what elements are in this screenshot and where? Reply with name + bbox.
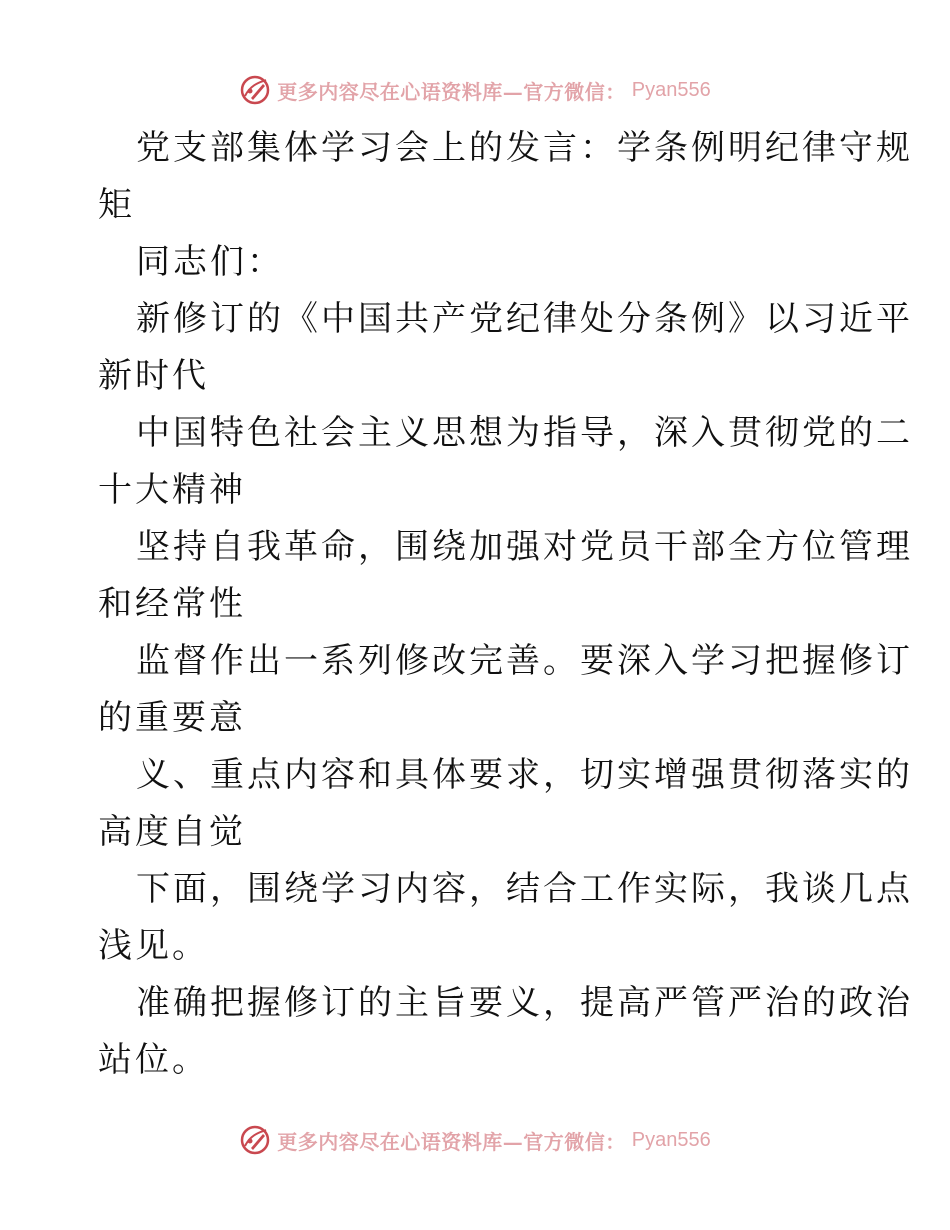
document-title-line: 矩 xyxy=(98,185,135,225)
header-banner xyxy=(0,70,950,110)
paragraph-line: 准确把握修订的主旨要义，提高严管严治的政治 xyxy=(136,983,913,1023)
paragraph-line: 下面，围绕学习内容，结合工作实际，我谈几点 xyxy=(136,869,913,909)
paragraph-line: 的重要意 xyxy=(98,698,246,738)
paragraph-line: 新时代 xyxy=(98,356,209,396)
document-title-line: 党支部集体学习会上的发言：学条例明纪律守规 xyxy=(136,128,913,168)
paragraph-line: 监督作出一系列修改完善。要深入学习把握修订 xyxy=(136,641,913,681)
document-body xyxy=(98,120,913,1089)
banner-text: 更多内容尽在心语资料库—官方微信： xyxy=(277,79,626,104)
banner-wechat-handle: Pyan556 xyxy=(631,1128,711,1151)
paragraph-line: 和经常性 xyxy=(98,584,246,624)
salutation: 同志们： xyxy=(136,242,284,282)
paragraph-line: 中国特色社会主义思想为指导，深入贯彻党的二 xyxy=(136,413,913,453)
paragraph-line: 十大精神 xyxy=(98,470,246,510)
paragraph-line: 坚持自我革命，围绕加强对党员干部全方位管理 xyxy=(136,527,913,567)
paragraph-line: 浅见。 xyxy=(98,926,209,966)
paragraph-line: 高度自觉 xyxy=(98,812,246,852)
paragraph-line: 新修订的《中国共产党纪律处分条例》以习近平 xyxy=(136,299,913,339)
pen-swirl-logo-icon xyxy=(239,74,271,106)
pen-swirl-logo-icon xyxy=(239,1124,271,1156)
paragraph-line: 义、重点内容和具体要求，切实增强贯彻落实的 xyxy=(136,755,913,795)
paragraph-line: 站位。 xyxy=(98,1040,209,1080)
footer-banner xyxy=(0,1120,950,1160)
banner-text: 更多内容尽在心语资料库—官方微信： xyxy=(277,1129,626,1154)
banner-wechat-handle: Pyan556 xyxy=(631,78,711,101)
